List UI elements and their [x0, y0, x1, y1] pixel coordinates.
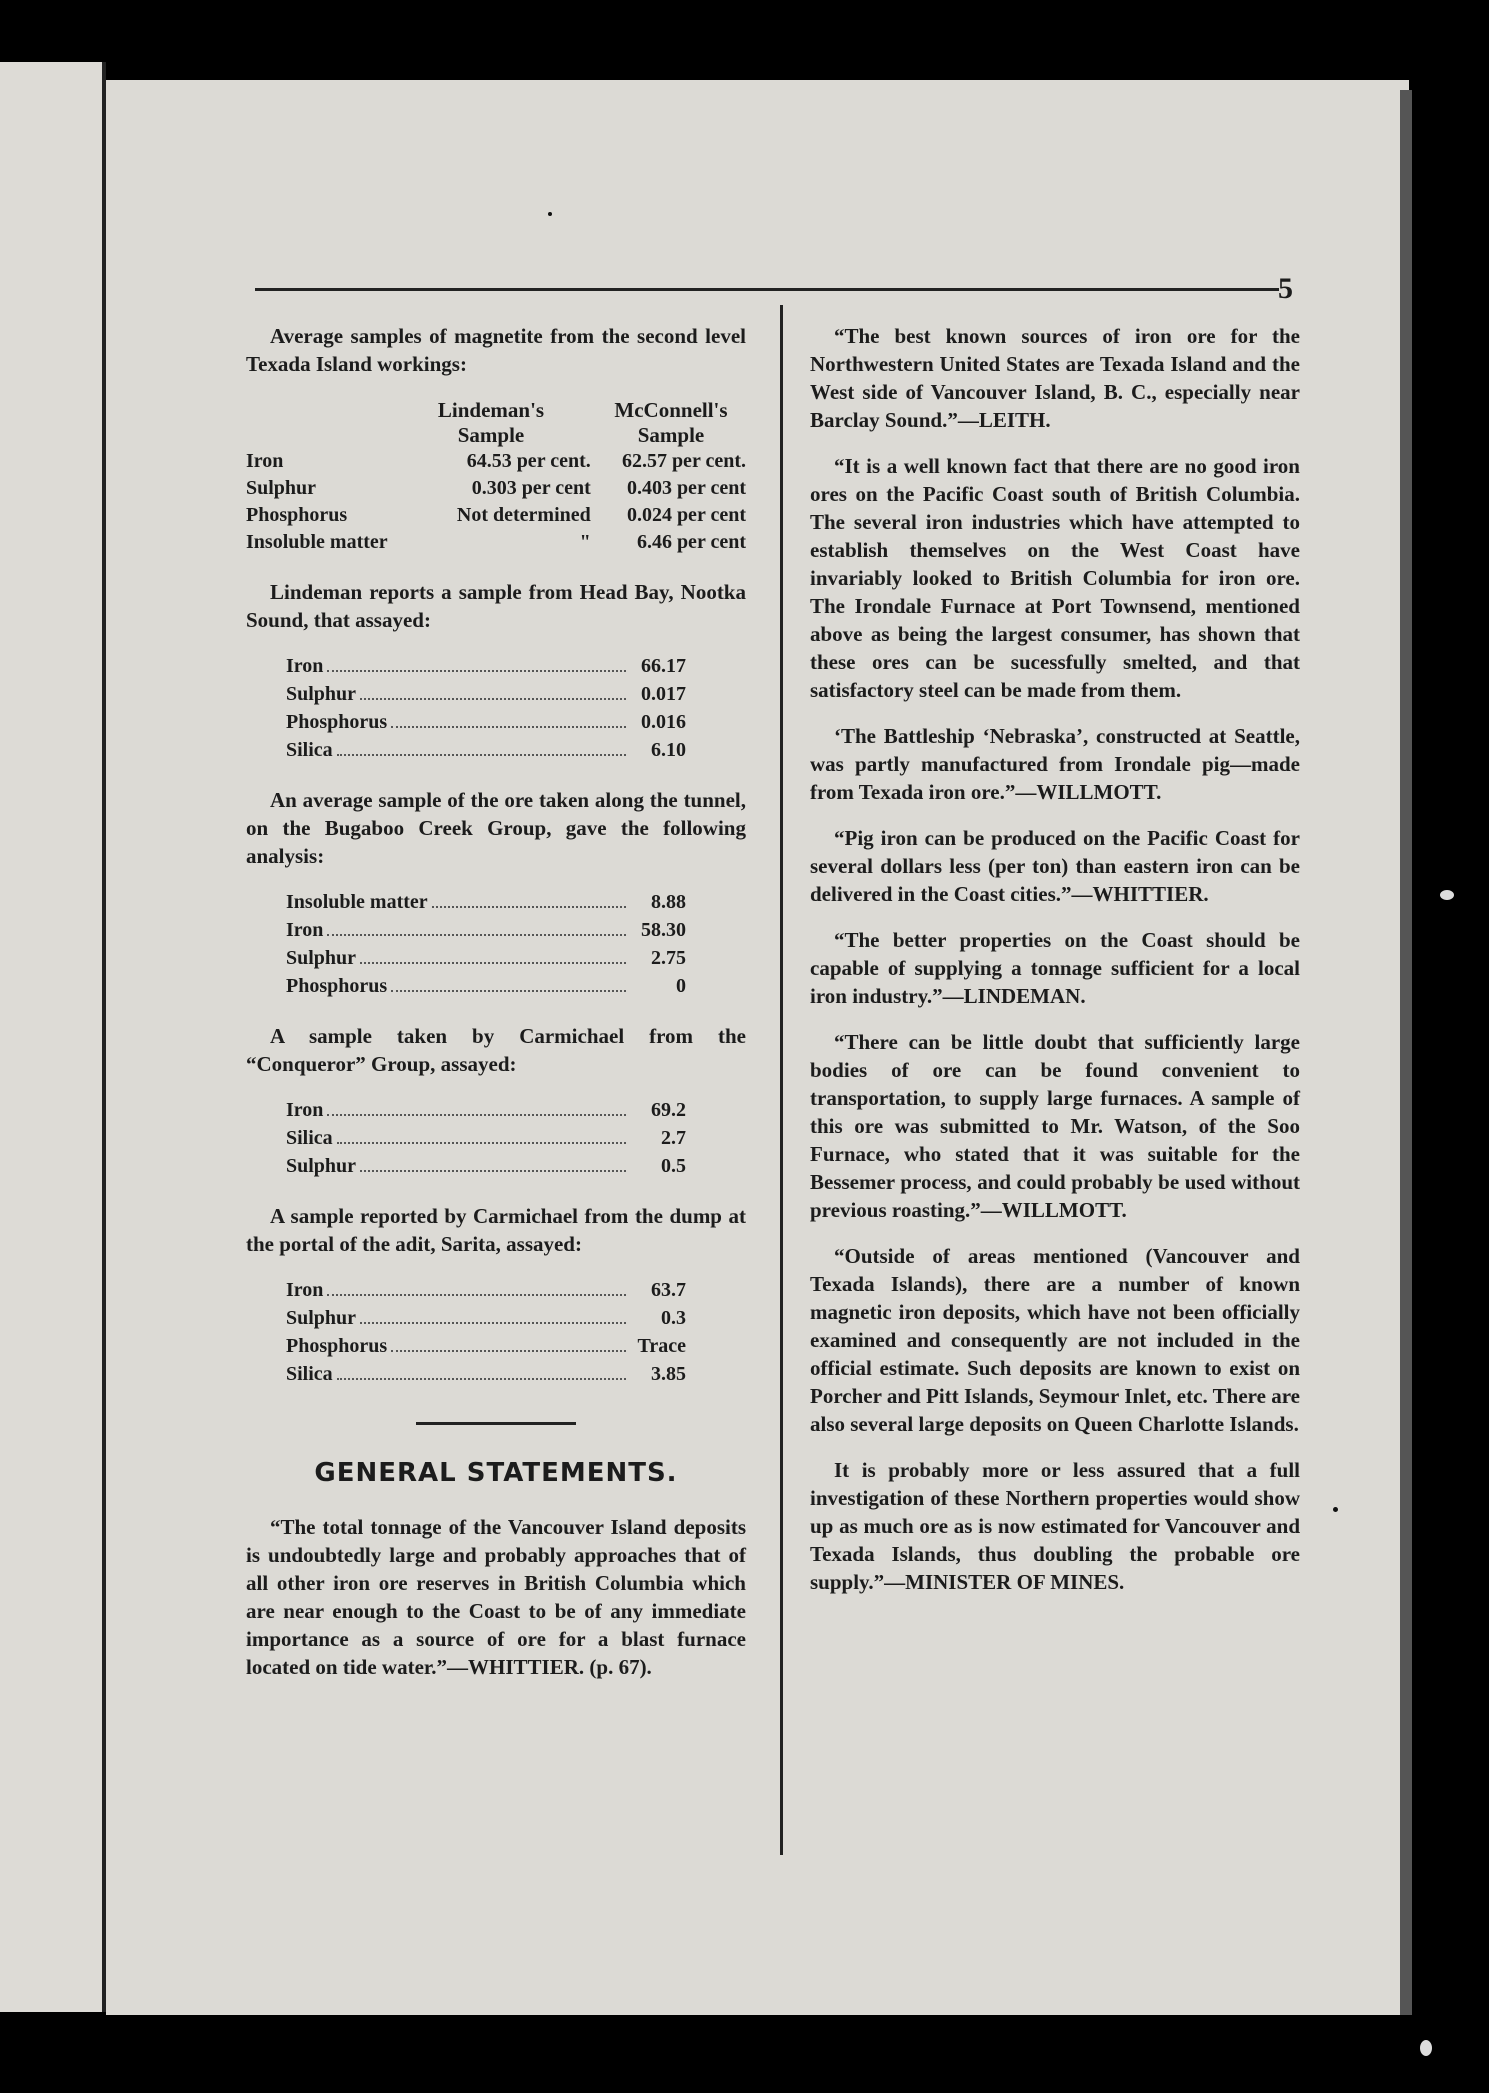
assay-value: 2.75	[651, 947, 686, 969]
sample-row-label: Iron	[246, 450, 284, 472]
assay-label: Sulphur	[286, 1155, 357, 1177]
dot-leader	[360, 698, 626, 700]
list-item	[286, 736, 686, 764]
table-row	[246, 475, 746, 502]
assay-value: 0.016	[641, 711, 686, 733]
scan-speck	[1440, 890, 1454, 900]
assay-label: Iron	[286, 919, 324, 941]
intro-sarita-sample: A sample reported by Carmichael from the dump at the portal of the adit, Sarita, assayed:	[246, 1204, 746, 1256]
list-item	[286, 972, 686, 1000]
general-statement-paragraph: “The total tonnage of the Vancouver Island deposits is undoubtedly large and probably approaches that of all other iron ore reserves in British Columbia which are near enough to the Coast to be of any immediate importance as a source of ore for a blast furnace located on tide water.”—WHITTIER. (p. 67).	[246, 1515, 746, 1679]
dot-leader	[337, 1378, 626, 1380]
quote-paragraph: “There can be little doubt that sufficiently large bodies of ore can be found convenient to transportation, to supply large furnaces. A sample of this ore was submitted to Mr. Watson, of the Soo Furnace, who stated that it was suitable for the Bessemer process, and could probably be used without previous roasting.”—WILLMOTT.	[810, 1030, 1300, 1222]
sample-header-lindeman: Lindeman's Sample	[437, 398, 545, 447]
list-item	[286, 1096, 686, 1124]
right-column	[810, 322, 1300, 1614]
conqueror-assay-list	[286, 1096, 686, 1180]
assay-value: 8.88	[651, 891, 686, 913]
dot-leader	[327, 670, 626, 672]
assay-value: 3.85	[651, 1363, 686, 1385]
list-item	[286, 1124, 686, 1152]
list-item	[286, 1332, 686, 1360]
page-edge-shadow	[1400, 90, 1412, 2015]
facing-page-edge	[0, 62, 104, 2012]
lindeman-value: Not determined	[456, 504, 591, 526]
list-item	[286, 888, 686, 916]
assay-value: 6.10	[651, 739, 686, 761]
assay-value: 69.2	[651, 1099, 686, 1121]
assay-label: Phosphorus	[286, 1335, 388, 1357]
table-row	[246, 529, 746, 556]
nootka-assay-list	[286, 652, 686, 764]
scan-speck	[1333, 1507, 1338, 1512]
dot-leader	[391, 990, 626, 992]
assay-label: Silica	[286, 739, 333, 761]
assay-value: 63.7	[651, 1279, 686, 1301]
assay-value: 0.5	[661, 1155, 686, 1177]
assay-label: Iron	[286, 1099, 324, 1121]
dot-leader	[360, 962, 626, 964]
assay-label: Iron	[286, 655, 324, 677]
lindeman-value: 64.53 per cent.	[466, 450, 591, 472]
left-column	[246, 322, 746, 1699]
dot-leader	[391, 1350, 626, 1352]
scan-speck	[1420, 2040, 1432, 2056]
assay-value: 2.7	[661, 1127, 686, 1149]
section-divider	[416, 1422, 576, 1425]
dot-leader	[327, 1114, 626, 1116]
bugaboo-assay-list	[286, 888, 686, 1000]
dot-leader	[391, 726, 626, 728]
section-heading: GENERAL STATEMENTS.	[314, 1458, 678, 1488]
list-item	[286, 944, 686, 972]
dot-leader	[432, 906, 626, 908]
list-item	[286, 680, 686, 708]
sarita-assay-list	[286, 1276, 686, 1388]
sample-table	[246, 448, 746, 556]
assay-value: 0.017	[641, 683, 686, 705]
assay-label: Sulphur	[286, 683, 357, 705]
intro-nootka-sample: Lindeman reports a sample from Head Bay, Nootka Sound, that assayed:	[246, 580, 746, 632]
mcconnell-value: 0.403 per cent	[626, 477, 746, 499]
sample-row-label: Sulphur	[246, 477, 317, 499]
assay-label: Iron	[286, 1279, 324, 1301]
dot-leader	[327, 934, 626, 936]
quote-paragraph: “The best known sources of iron ore for the Northwestern United States are Texada Island and the West side of Vancouver Island, B. C., especially near Barclay Sound.”—LEITH.	[810, 324, 1300, 432]
sample-row-label: Phosphorus	[246, 504, 348, 526]
scan-speck	[548, 212, 552, 216]
intro-texada-samples: Average samples of magnetite from the second level Texada Island workings:	[246, 324, 746, 376]
assay-value: 58.30	[641, 919, 686, 941]
list-item	[286, 1152, 686, 1180]
lindeman-value: "	[579, 531, 591, 553]
dot-leader	[327, 1294, 626, 1296]
sample-header-mcconnell: McConnell's Sample	[614, 398, 728, 447]
table-row	[246, 502, 746, 529]
dot-leader	[360, 1322, 626, 1324]
quote-paragraph: “The better properties on the Coast should be capable of supplying a tonnage sufficient for a local iron industry.”—LINDEMAN.	[810, 928, 1300, 1008]
dot-leader	[360, 1170, 626, 1172]
quote-paragraph: “Pig iron can be produced on the Pacific Coast for several dollars less (per ton) than eastern iron can be delivered in the Coast cities.”—WHITTIER.	[810, 826, 1300, 906]
list-item	[286, 916, 686, 944]
assay-label: Sulphur	[286, 947, 357, 969]
page-number: 5	[1278, 272, 1293, 305]
list-item	[286, 1276, 686, 1304]
assay-label: Phosphorus	[286, 711, 388, 733]
list-item	[286, 652, 686, 680]
assay-label: Silica	[286, 1127, 333, 1149]
quote-paragraph: ‘The Battleship ‘Nebraska’, constructed at Seattle, was partly manufactured from Irondale pig—made from Texada iron ore.”—WILLMOTT.	[810, 724, 1300, 804]
sample-headers	[246, 398, 746, 448]
sample-row-label: Insoluble matter	[246, 531, 388, 553]
intro-conqueror-sample: A sample taken by Carmichael from the “Conqueror” Group, assayed:	[246, 1024, 746, 1076]
mcconnell-value: 0.024 per cent	[626, 504, 746, 526]
mcconnell-value: 6.46 per cent	[636, 531, 746, 553]
intro-bugaboo-sample: An average sample of the ore taken along the tunnel, on the Bugaboo Creek Group, gave the following analysis:	[246, 788, 746, 868]
mcconnell-value: 62.57 per cent.	[621, 450, 746, 472]
list-item	[286, 1360, 686, 1388]
assay-label: Silica	[286, 1363, 333, 1385]
header-rule	[255, 288, 1279, 291]
table-row	[246, 448, 746, 475]
assay-label: Phosphorus	[286, 975, 388, 997]
list-item	[286, 708, 686, 736]
assay-value: 66.17	[641, 655, 686, 677]
quote-paragraph: “Outside of areas mentioned (Vancouver and Texada Islands), there are a number of known magnetic iron deposits, which have not been officially examined and consequently are not included in the official estimate. Such deposits are known to exist on Porcher and Pitt Islands, Seymour Inlet, etc. There are also several large deposits on Queen Charlotte Islands.	[810, 1244, 1300, 1436]
quote-paragraph: It is probably more or less assured that a full investigation of these Northern properties would show up as much ore as is now estimated for Vancouver and Texada Islands, thus doubling the probable ore supply.”—MINISTER OF MINES.	[810, 1458, 1300, 1594]
assay-value: 0	[676, 975, 686, 997]
quote-paragraph: “It is a well known fact that there are no good iron ores on the Pacific Coast south of British Columbia. The several iron industries which have attempted to establish themselves on the West Coast have invariably looked to British Columbia for iron ore. The Irondale Furnace at Port Townsend, mentioned above as being the largest consumer, has shown that these ores can be sucessfully smelted, and that satisfactory steel can be made from them.	[810, 454, 1300, 702]
list-item	[286, 1304, 686, 1332]
dot-leader	[337, 1142, 626, 1144]
assay-label: Insoluble matter	[286, 891, 428, 913]
dot-leader	[337, 754, 626, 756]
assay-value: 0.3	[661, 1307, 686, 1329]
assay-value: Trace	[637, 1335, 686, 1357]
lindeman-value: 0.303 per cent	[471, 477, 591, 499]
assay-label: Sulphur	[286, 1307, 357, 1329]
column-divider	[780, 305, 783, 1855]
